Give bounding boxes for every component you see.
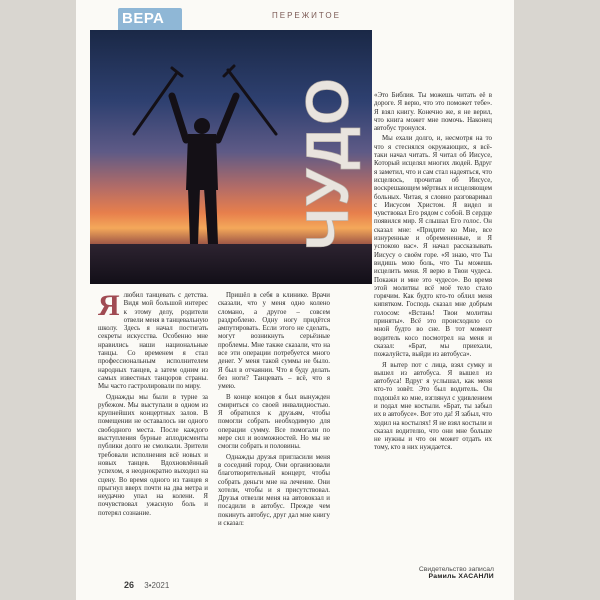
magazine-logo: ВЕРА: [118, 8, 182, 30]
credit-author: Рамиль ХАСАНЛИ: [428, 573, 494, 580]
page-header: [76, 0, 514, 30]
paragraph: «Это Библия. Ты можешь читать её в дороге. Я верю, что это поможет тебе». Я взял книгу. Конечно же, я не верил, что книга может мне помочь. Наконец автобус тронулся.: [374, 92, 492, 133]
section-title: ПЕРЕЖИТОЕ: [272, 11, 341, 20]
article-column-2: [218, 292, 330, 530]
title-text: ЧУДО: [294, 76, 361, 250]
page-number: 26: [124, 580, 135, 590]
article-title: [286, 54, 376, 254]
paragraph: Я вытер пот с лица, взял сумку и вышел из автобуса. Я вышел из автобуса! Вдруг я услышал, как меня кто-то зовёт. Это был водитель. Он подошёл ко мне, взглянул с удивлением и подал мне костыли. «Брат, ты забыл их в автобусе». Вот это да! Я забыл, что ходил на костылях! Я не взял костыли и сказал водителю, что они мне больше не нужны и что он может отдать их тому, кто в них нуждается.: [374, 361, 492, 452]
paragraph: Ялюбил танцевать с детства. Видя мой большой интерес к этому делу, родители отвели меня в танцевальную школу. Здесь я начал постигать секреты искусства. Особенно мне нравились наши национальные танцы. Со временем я стал профессиональным исполнителем народных танцев, а затем одним из самых известных танцоров страны. Мы часто гастролировали по миру.: [98, 289, 208, 391]
drop-cap: Я: [98, 289, 120, 322]
paragraph: Однажды мы были в турне за рубежом. Мы выступали в одном из крупнейших концертных залов. В помещении не оставалось ни одного свободного места. После каждого выступления бурные аплодисменты публики долго не смолкали. Зрители требовали исполнения всё новых и новых танцев. Вдохновлённый успехом, я неоднократно выходил на сцену. Во время одного из танцев я прыгнул вверх почти на два метра и неудачно упал на колени. Я почувствовал ужасную боль и потерял сознание.: [98, 393, 208, 517]
magazine-page: [76, 0, 514, 600]
credit-label: Свидетельство записал: [418, 566, 494, 573]
article-column-3: [374, 92, 492, 455]
issue-number: 3•2021: [144, 581, 170, 590]
page-footer: [124, 580, 169, 590]
paragraph: Мы ехали долго, и, несмотря на то что я стеснялся окружающих, я всё-таки начал читать. Я читал об Иисусе, Который исцелял многих людей. Вдруг я заметил, что и сам стал надеяться, что исцелюсь, прочитав об Иисусе, воскрешающем мёртвых и исцеляющем больных. Читая, я словно разговаривал с Иисусом Христом. Я видел и чувствовал Его рядом с собой. В сердце появился мир. Я слышал Его голос. Он сказал мне: «Придите ко Мне, все изнуренные и обремененные, и Я успокою вас». Я начал рассказывать Иисусу о своём горе. «Я знаю, что Ты видишь мою боль, что Ты можешь исцелить меня. Я верю в Твои чудеса. Покажи и мне это чудесо». Во время этой молитвы всё моё тело стало горячим. Как будто кто-то облил меня кипятком. Господь сказал мне добрым голосом: «Встань! Твои молитвы приняты». Всё это происходило со мной будто во сне. В тот момент водитель косо посмотрел на меня и сказал: «Брат, мы приехали, пожалуйста, выйди из автобуса».: [374, 135, 492, 359]
article-column-1: [98, 289, 208, 520]
paragraph: Пришёл в себя в клинике. Врачи сказали, что у меня одно колено сломано, а другое – совсем раздроблено. Одну ногу придётся ампутировать. Если этого не сделать, могут возникнуть серьёзные проблемы. Мне также сказали, что на все эти операции потребуется много денег. У меня такой суммы не было. Я был в отчаянии. Что я буду делать без ноги? Танцевать – всё, что я умею.: [218, 292, 330, 391]
paragraph: В конце концов я был вынужден смириться со своей инвалидностью. Я обратился к друзьям, чтобы помогли собрать необходимую для операции сумму. Все помогали по мере сил и возможностей. Но мы не смогли собрать и половины.: [218, 393, 330, 451]
paragraph: Однажды друзья пригласили меня в соседний город. Они организовали благотворительный концерт, чтобы собрать деньги мне на лечение. Они хотели, чтобы и я присутствовал. Друзья отвезли меня на автовокзал и посадили в автобус. Прежде чем покинуть автобус, друг дал мне книгу и сказал:: [218, 453, 330, 528]
article-credit: [376, 566, 494, 580]
